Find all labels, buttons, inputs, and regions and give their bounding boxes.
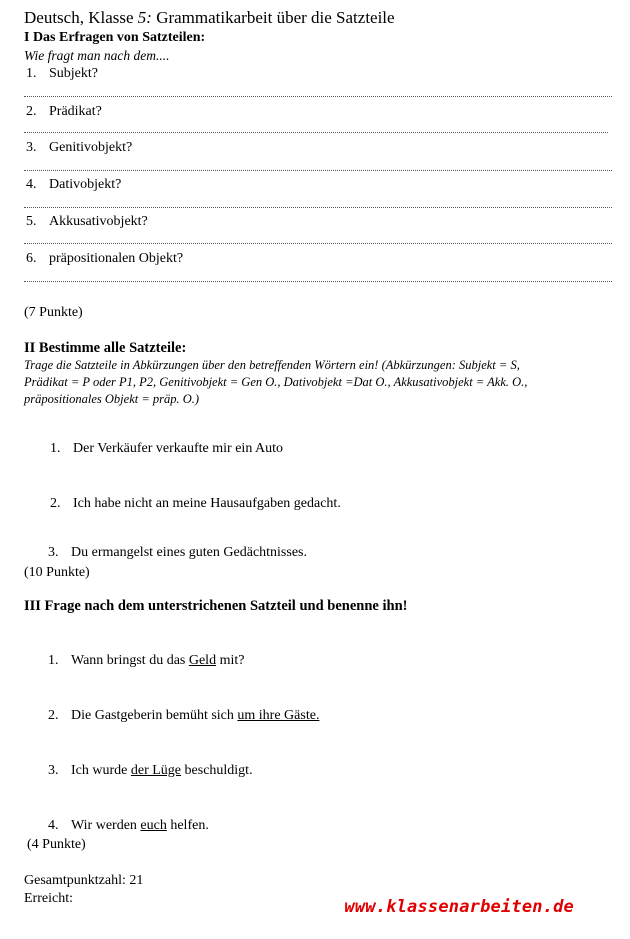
underline-text-before: Ich wurde — [71, 763, 131, 778]
question-item — [26, 251, 183, 267]
underline-item — [48, 818, 209, 834]
sentence-item — [50, 441, 283, 457]
title-rest: Grammatikarbeit über die Satzteile — [156, 8, 395, 27]
underline-number: 1. — [48, 653, 59, 668]
underline-number: 2. — [48, 708, 59, 723]
sentence-number: 2. — [50, 496, 61, 511]
question-text: präpositionalen Objekt? — [49, 251, 184, 266]
title-main: Deutsch, Klasse — [24, 8, 134, 27]
answer-line[interactable] — [24, 170, 612, 171]
underline-number: 4. — [48, 818, 59, 833]
answer-line[interactable] — [24, 281, 612, 282]
question-item — [26, 214, 148, 230]
title-number: 5: — [137, 8, 152, 27]
underline-text-after: mit? — [216, 653, 245, 668]
answer-line[interactable] — [24, 243, 612, 244]
sentence-text: Ich habe nicht an meine Hausaufgaben gedacht. — [73, 496, 341, 511]
sentence-text: Der Verkäufer verkaufte mir ein Auto — [73, 441, 284, 456]
underlined-part: Geld — [188, 653, 217, 668]
sentence-number: 1. — [50, 441, 61, 456]
total-points: Gesamtpunktzahl: 21 — [24, 873, 144, 888]
underline-text-before: Wann bringst du das — [71, 653, 189, 668]
section1-subheading: Wie fragt man nach dem.... — [24, 48, 170, 63]
section1-points: (7 Punkte) — [24, 305, 83, 320]
underline-text-before: Die Gastgeberin bemüht sich — [71, 708, 238, 723]
question-number: 6. — [26, 251, 37, 266]
question-item — [26, 66, 98, 82]
sentence-item — [50, 496, 341, 512]
underline-item — [48, 763, 253, 779]
section2-instruction-line1: Trage die Satzteile in Abkürzungen über den betreffenden Wörtern ein! (Abkürzungen: Subjekt = S, — [24, 358, 520, 372]
question-text: Dativobjekt? — [49, 177, 122, 192]
question-item — [26, 104, 102, 120]
sentence-item — [48, 545, 307, 561]
section2-points: (10 Punkte) — [24, 565, 90, 580]
question-number: 3. — [26, 140, 37, 155]
answer-line[interactable] — [24, 207, 612, 208]
section1-heading: I Das Erfragen von Satzteilen: — [24, 30, 206, 45]
section2-instruction-line2: Prädikat = P oder P1, P2, Genitivobjekt = Gen O., Dativobjekt =Dat O., Akkusativobjekt = Akk. O., — [24, 375, 528, 389]
underline-number: 3. — [48, 763, 59, 778]
section3-points: (4 Punkte) — [27, 837, 86, 852]
underlined-part: der Lüge — [130, 763, 182, 778]
answer-line[interactable] — [24, 96, 612, 97]
question-number: 2. — [26, 104, 37, 119]
question-text: Prädikat? — [49, 104, 102, 119]
question-text: Subjekt? — [49, 66, 98, 81]
sentence-text: Du ermangelst eines guten Gedächtnisses. — [71, 545, 307, 560]
achieved-points: Erreicht: — [24, 891, 73, 906]
question-text: Akkusativobjekt? — [49, 214, 148, 229]
question-number: 4. — [26, 177, 37, 192]
site-logo: www.klassenarbeiten.de — [344, 897, 574, 917]
question-number: 5. — [26, 214, 37, 229]
underlined-part: um ihre Gäste. — [237, 708, 320, 723]
page-title — [24, 8, 395, 28]
sentence-number: 3. — [48, 545, 59, 560]
underline-text-after: helfen. — [166, 818, 209, 833]
answer-line[interactable] — [24, 132, 608, 133]
underline-item — [48, 708, 319, 724]
section3-heading: III Frage nach dem unterstrichenen Satzteil und benenne ihn! — [24, 598, 408, 614]
section2-heading: II Bestimme alle Satzteile: — [24, 340, 187, 356]
question-text: Genitivobjekt? — [49, 140, 133, 155]
underline-text-before: Wir werden — [71, 818, 141, 833]
underline-item — [48, 653, 244, 669]
section2-instruction-line3: präpositionales Objekt = präp. O.) — [24, 392, 200, 406]
question-number: 1. — [26, 66, 37, 81]
underlined-part: euch — [140, 818, 167, 833]
underline-text-after: beschuldigt. — [181, 763, 253, 778]
question-item — [26, 177, 121, 193]
question-item — [26, 140, 132, 156]
